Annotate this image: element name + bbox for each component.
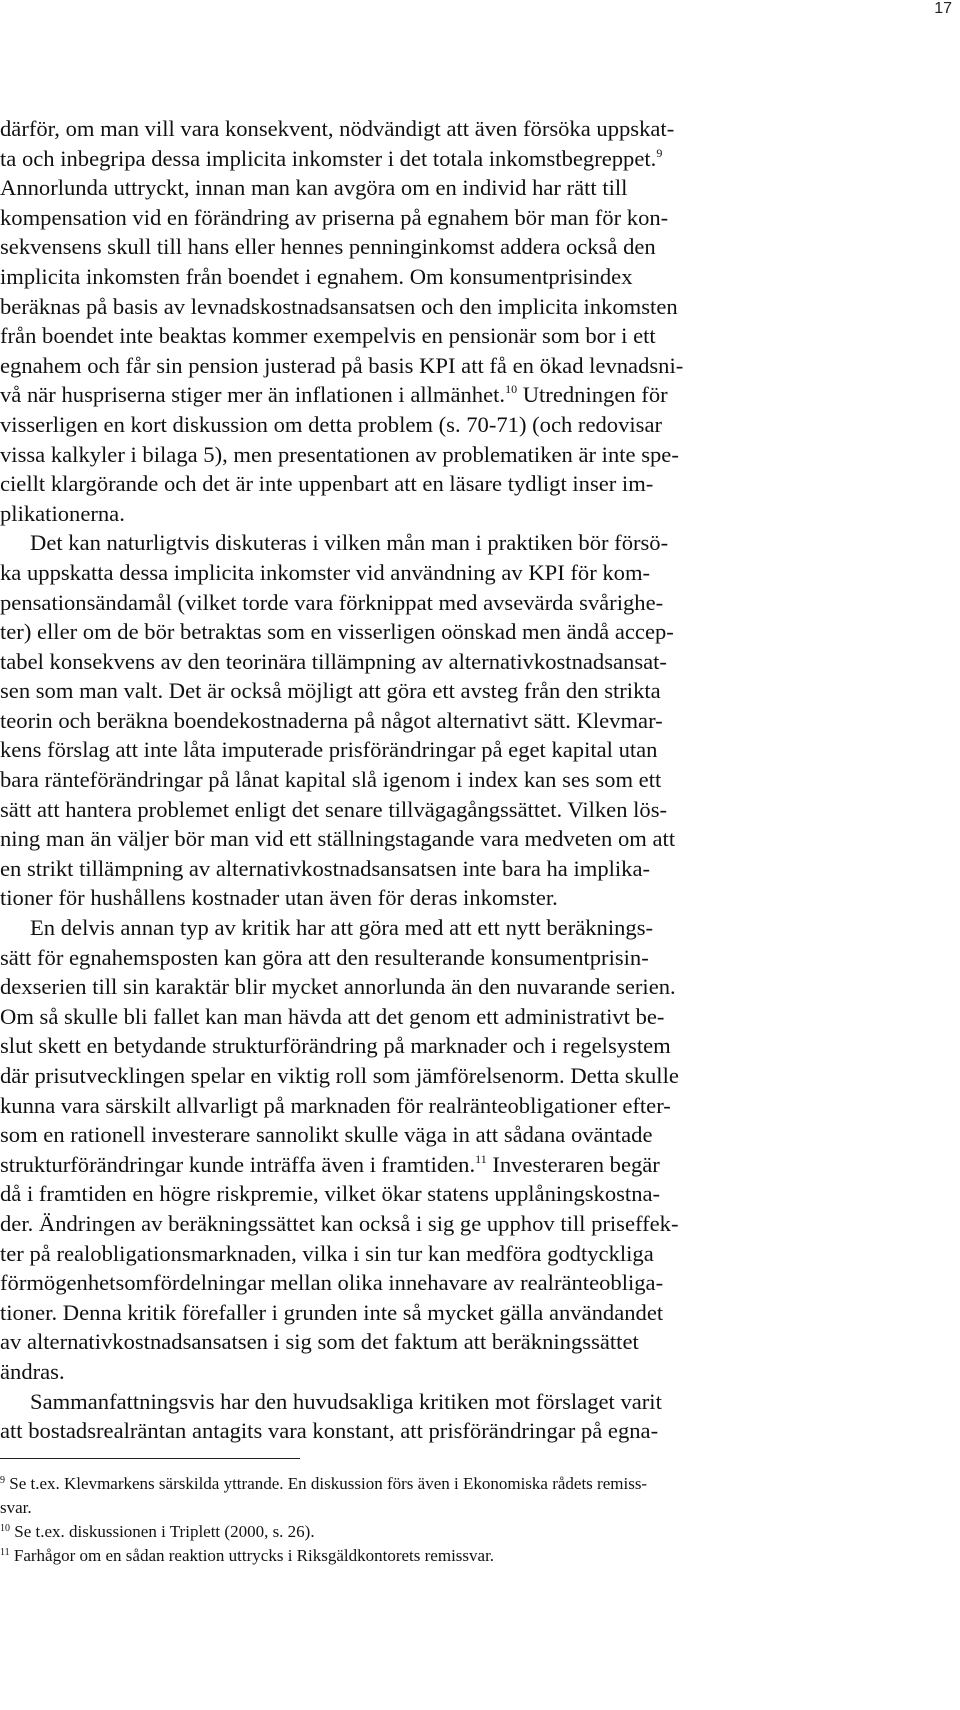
text-line-content: från boendet inte beaktas kommer exempelvis en pensionär som bor i ett <box>0 323 656 349</box>
text-line <box>0 558 812 588</box>
text-line <box>0 262 812 292</box>
text-line-content: att bostadsrealräntan antagits vara konstant, att prisförändringar på egna- <box>0 1418 659 1444</box>
text-line-content: ändras. <box>0 1358 65 1384</box>
text-line <box>0 321 812 351</box>
footnote-line <box>0 1496 820 1520</box>
text-line-content: beräknas på basis av levnadskostnadsansatsen och den implicita inkomsten <box>0 293 678 319</box>
text-line <box>0 173 812 203</box>
text-line <box>0 972 812 1002</box>
text-line <box>0 824 812 854</box>
text-line <box>0 499 812 529</box>
text-line-content: därför, om man vill vara konsekvent, nödvändigt att även försöka uppskat- <box>0 116 675 141</box>
text-line <box>0 380 812 410</box>
footnote-marker[interactable]: 11 <box>475 1151 487 1166</box>
text-line-content: strukturförändringar kunde inträffa även i framtiden. <box>0 1151 476 1177</box>
text-line-content: dexserien till sin karaktär blir mycket annorlunda än den nuvarande serien. <box>0 974 676 1000</box>
footnote-divider <box>0 1458 300 1459</box>
footnote-line <box>0 1520 820 1544</box>
text-line <box>0 943 812 973</box>
text-line <box>0 676 812 706</box>
text-line-content: kompensation vid en förändring av priserna på egnahem bör man för kon- <box>0 204 669 230</box>
page-number: 17 <box>934 0 952 17</box>
text-line-content: en strikt tillämpning av alternativkostnadsansatsen inte bara ha implika- <box>0 855 651 881</box>
text-line <box>0 1031 812 1061</box>
text-line-content: Det kan naturligtvis diskuteras i vilken mån man i praktiken bör försö- <box>30 530 669 556</box>
text-line <box>0 1416 812 1446</box>
text-line-content: En delvis annan typ av kritik har att göra med att ett nytt beräknings- <box>30 915 654 941</box>
body-text <box>0 114 812 1446</box>
footnote-number: 11 <box>0 1547 10 1558</box>
text-line <box>0 1298 812 1328</box>
text-line <box>0 1268 812 1298</box>
text-line-content: der. Ändringen av beräkningssättet kan också i sig ge upphov till priseffek- <box>0 1210 679 1236</box>
text-line <box>0 203 812 233</box>
text-line-content: bara ränteförändringar på lånat kapital slå igenom i index kan ses som ett <box>0 767 662 793</box>
text-line-content: tioner. Denna kritik förefaller i grunden inte så mycket gälla användandet <box>0 1299 664 1325</box>
text-line <box>0 617 812 647</box>
text-line <box>0 1387 812 1417</box>
text-line <box>0 528 812 558</box>
text-line-content: sätt att hantera problemet enligt det senare tillvägagångssättet. Vilken lös- <box>0 796 668 822</box>
text-line-content: egnahem och får sin pension justerad på basis KPI att få en ökad levnadsni- <box>0 352 684 378</box>
text-line-content: där prisutvecklingen spelar en viktig roll som jämförelsenorm. Detta skulle <box>0 1063 679 1088</box>
text-line <box>0 1209 812 1239</box>
text-line-content: tabel konsekvens av den teorinära tillämpning av alternativkostnadsansat- <box>0 648 667 674</box>
footnote-text: Se t.ex. Klevmarkens särskilda yttrande. En diskussion förs även i Ekonomiska rådets remiss- <box>9 1474 648 1493</box>
text-line <box>0 440 812 470</box>
text-line <box>0 706 812 736</box>
footnote-text: Farhågor om en sådan reaktion uttrycks i Riksgäldkontorets remissvar. <box>13 1546 495 1565</box>
text-line <box>0 410 812 440</box>
text-line <box>0 351 812 381</box>
text-line-content: av alternativkostnadsansatsen i sig som det faktum att beräkningssättet <box>0 1329 639 1355</box>
text-line-content: som en rationell investerare sannolikt skulle väga in att sådana oväntade <box>0 1122 653 1148</box>
footnote-line <box>0 1544 820 1568</box>
text-line-continuation: Investeraren begär <box>486 1151 660 1177</box>
text-line-content: slut skett en betydande strukturförändring på marknader och i regelsystem <box>0 1033 671 1059</box>
footnote-number: 9 <box>0 1475 5 1486</box>
text-line-content: kunna vara särskilt allvarligt på marknaden för realränteobligationer efter- <box>0 1092 671 1118</box>
text-line-content: kens förslag att inte låta imputerade prisförändringar på eget kapital utan <box>0 737 658 763</box>
text-line-content: Annorlunda uttryckt, innan man kan avgöra om en individ har rätt till <box>0 175 628 201</box>
text-line <box>0 1002 812 1032</box>
footnote-line <box>0 1472 820 1496</box>
text-line <box>0 1061 812 1091</box>
text-line <box>0 144 812 174</box>
text-line <box>0 913 812 943</box>
text-line <box>0 588 812 618</box>
text-line <box>0 735 812 765</box>
text-line <box>0 647 812 677</box>
text-line-content: sen som man valt. Det är också möjligt att göra ett avsteg från den strikta <box>0 678 661 704</box>
text-line-content: då i framtiden en högre riskpremie, vilket ökar statens upplåningskostna- <box>0 1181 661 1207</box>
footnote-marker[interactable]: 10 <box>505 382 518 397</box>
text-line <box>0 1179 812 1209</box>
text-line-content: förmögenhetsomfördelningar mellan olika innehavare av realränteobliga- <box>0 1270 664 1296</box>
text-line-content: Sammanfattningsvis har den huvudsakliga kritiken mot förslaget varit <box>30 1388 662 1414</box>
text-line <box>0 854 812 884</box>
text-line <box>0 292 812 322</box>
text-line-content: vissa kalkyler i bilaga 5), men presentationen av problematiken är inte spe- <box>0 441 679 467</box>
text-line <box>0 883 812 913</box>
text-line-content: implicita inkomsten från boendet i egnahem. Om konsumentprisindex <box>0 263 633 289</box>
text-line-content: Om så skulle bli fallet kan man hävda att det genom ett administrativt be- <box>0 1003 665 1029</box>
footnotes <box>0 1472 820 1568</box>
text-line <box>0 1357 812 1387</box>
text-line-content: teorin och beräkna boendekostnaderna på något alternativt sätt. Klevmar- <box>0 707 663 733</box>
text-line <box>0 1327 812 1357</box>
footnote-marker[interactable]: 9 <box>656 145 663 160</box>
text-line <box>0 765 812 795</box>
footnote-number: 10 <box>0 1523 10 1534</box>
text-line <box>0 469 812 499</box>
text-line <box>0 795 812 825</box>
text-line-content: ta och inbegripa dessa implicita inkomster i det totala inkomstbegreppet. <box>0 145 657 171</box>
text-line-content: ter på realobligationsmarknaden, vilka i sin tur kan medföra godtyckliga <box>0 1240 654 1266</box>
text-line <box>0 1150 812 1180</box>
text-line-continuation: Utredningen för <box>517 382 668 408</box>
text-line-content: sekvensens skull till hans eller hennes penninginkomst addera också den <box>0 234 656 260</box>
text-line-content: sätt för egnahemsposten kan göra att den resulterande konsumentprisin- <box>0 944 649 970</box>
text-line-content: ter) eller om de bör betraktas som en visserligen oönskad men ändå accep- <box>0 619 674 645</box>
text-line <box>0 232 812 262</box>
text-line-content: plikationerna. <box>0 500 125 526</box>
text-line-content: pensationsändamål (vilket torde vara förknippat med avsevärda svårighe- <box>0 589 664 615</box>
footnote-text: svar. <box>0 1498 32 1517</box>
text-line-content: vå när huspriserna stiger mer än inflationen i allmänhet. <box>0 382 506 408</box>
text-line <box>0 1239 812 1269</box>
text-line <box>0 114 812 144</box>
text-line-content: ciellt klargörande och det är inte uppenbart att en läsare tydligt inser im- <box>0 471 654 497</box>
text-line-content: ka uppskatta dessa implicita inkomster vid användning av KPI för kom- <box>0 559 651 585</box>
text-line <box>0 1120 812 1150</box>
text-line-content: ning man än väljer bör man vid ett ställningstagande vara medveten om att <box>0 826 676 852</box>
footnote-text: Se t.ex. diskussionen i Triplett (2000, s. 26). <box>14 1522 315 1541</box>
text-line-content: tioner för hushållens kostnader utan även för deras inkomster. <box>0 885 558 911</box>
text-line <box>0 1091 812 1121</box>
text-line-content: visserligen en kort diskussion om detta problem (s. 70-71) (och redovisar <box>0 411 662 437</box>
